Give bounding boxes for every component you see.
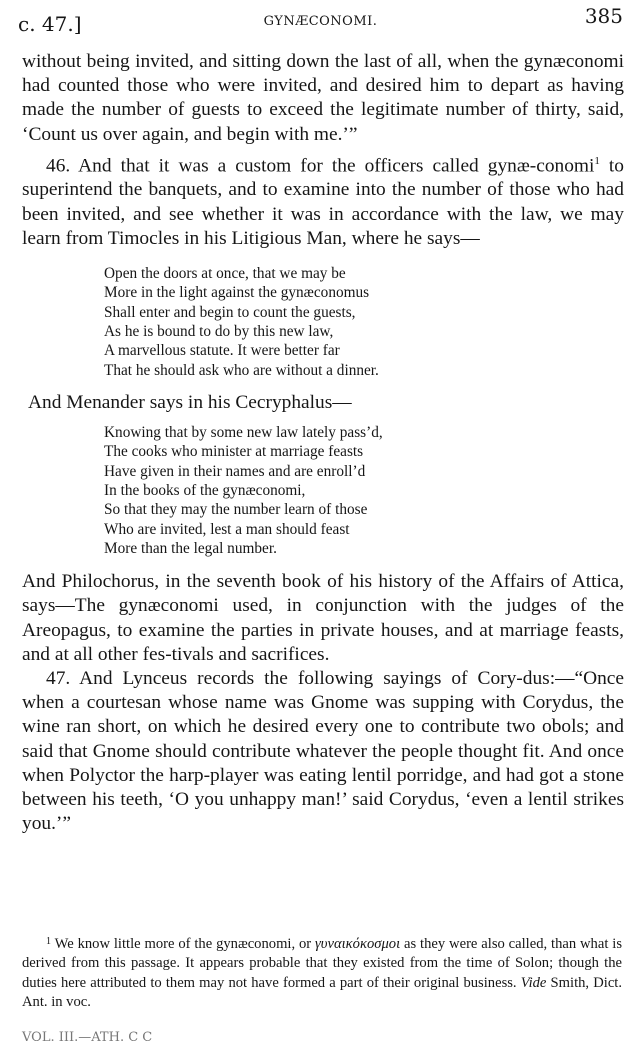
paragraph-47: 47. And Lynceus records the following sayings of Cory-dus:—“Once when a courtesan whose name was Gnome was supping with Corydus, the wine ran short, on which he desired every one to contribute two obols; and said that Gnome should contribute whatever the people thought fit. And once when Polyctor the harp-player was eating lentil porridge, and had got a stone between his teeth, ‘O you unhappy man!’ said Corydus, ‘even a lentil strikes you.’” [22, 667, 624, 835]
paragraph-46-lead: 46. And that it was a custom for the officers called gynæ-conomi [46, 155, 595, 177]
verse-line: Have given in their names and are enroll’d [104, 462, 366, 480]
running-title: GYNÆCONOMI. [263, 14, 378, 29]
greek-term: γυναικόκοσμοι [315, 936, 401, 952]
footnote-part: We know little more of the gynæconomi, or [51, 936, 316, 952]
verse-line: Open the doors at once, that we may be [104, 265, 346, 283]
verse-line: As he is bound to do by this new law, [104, 322, 334, 340]
footnote-text [22, 932, 622, 1013]
paragraph-menander: And Menander says in his Cecryphalus— [28, 391, 352, 413]
verse-line: In the books of the gynæconomi, [104, 481, 306, 499]
verse-line: A marvellous statute. It were better far [104, 342, 340, 360]
paragraph-46 [22, 149, 624, 251]
footnote-mark: 1 [46, 936, 51, 947]
footnote-reference: 1 [594, 154, 600, 167]
verse-line: More in the light against the gynæconomus [104, 284, 370, 302]
verse-line: So that they may the number learn of those [104, 501, 368, 519]
main-text [22, 50, 624, 836]
verse-line: That he should ask who are without a dinner. [104, 361, 379, 379]
verse-line: Knowing that by some new law lately pass’d, [104, 424, 383, 442]
verse-line: The cooks who minister at marriage feasts [104, 443, 364, 461]
paragraph-continuation: without being invited, and sitting down the last of all, when the gynæconomi had counted those who were invited, and desired him to depart as having made the number of guests to exceed the legitimate number of thirty, said, ‘Count us over again, and begin with me.’” [22, 51, 624, 145]
verse-line: Who are invited, lest a man should feast [104, 520, 350, 538]
paragraph-46-rest: to superintend the banquets, and to examine into the number of those who had been invited, and see whether it was in accordance with the law, we may learn from Timocles in his Litigious Man, where he says— [22, 155, 624, 249]
verse-menander [22, 423, 624, 558]
page-number: 385 [584, 4, 623, 28]
footnote-part: as they were also called, than what is derived from this passage. It appears probable that they existed from the time of Solon; though the duties here attributed to them may not have formed a part of their original business. [22, 936, 622, 991]
chapter-reference: c. 47.] [18, 12, 82, 36]
signature-line: VOL. III.—ATH. C C [22, 1030, 153, 1045]
verse-timocles [22, 264, 624, 380]
vide-word: Vide [520, 974, 547, 991]
running-header [18, 4, 623, 34]
footnote [22, 932, 622, 1013]
paragraph-philochorus: And Philochorus, in the seventh book of his history of the Affairs of Attica, says—The gynæconomi used, in conjunction with the judges of the Areopagus, to examine the parties in private houses, and at marriage feasts, and at all other fes-tivals and sacrifices. [22, 571, 624, 665]
footnote-part: Smith, Dict. Ant. in voc. [22, 974, 623, 1011]
verse-line: More than the legal number. [104, 539, 277, 557]
verse-line: Shall enter and begin to count the guests, [104, 303, 356, 321]
